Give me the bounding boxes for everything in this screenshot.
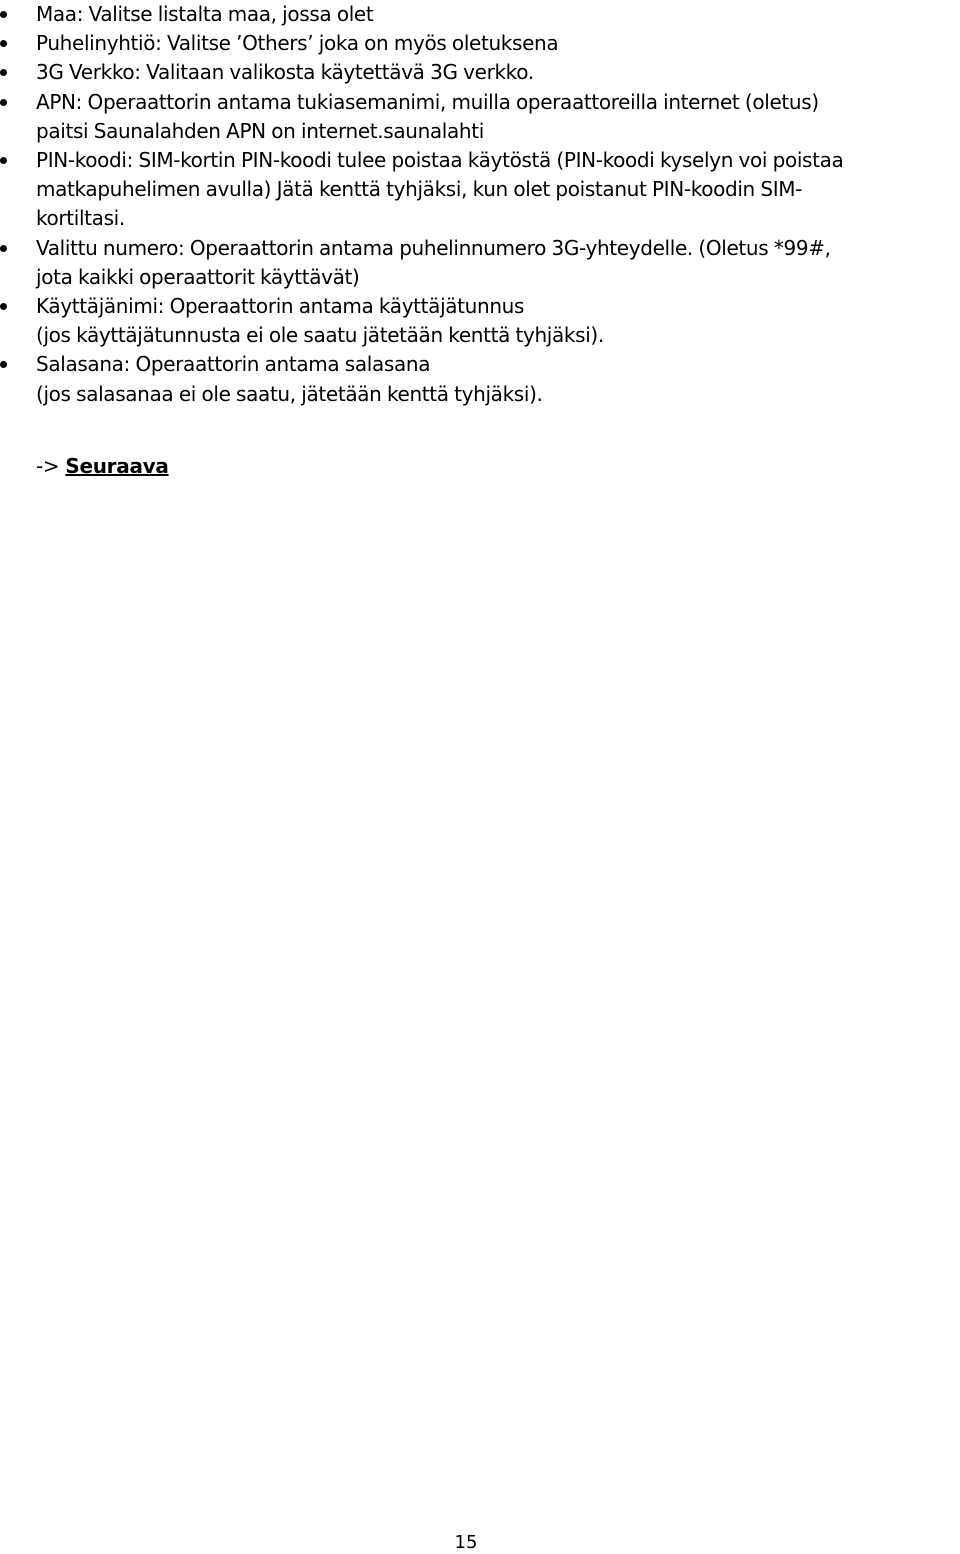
page-number: 15	[454, 1532, 478, 1553]
list-item-text: Puhelinyhtiö: Valitse ’Others’ joka on myös oletuksena	[36, 31, 559, 56]
list-item	[0, 58, 960, 87]
arrow-right-icon: ->	[36, 454, 60, 478]
bullet-icon	[0, 11, 7, 18]
list-item-text: Maa: Valitse listalta maa, jossa olet	[36, 2, 374, 26]
list-item-text: Salasana: Operaattorin antama salasana	[36, 352, 431, 377]
list-item-text: (jos salasanaa ei ole saatu, jätetään kenttä tyhjäksi).	[36, 381, 543, 406]
bullet-icon	[0, 99, 7, 106]
bullet-icon	[0, 69, 7, 76]
bullet-icon	[0, 40, 7, 47]
bullet-icon	[0, 303, 7, 310]
list-item-text: matkapuhelimen avulla) Jätä kenttä tyhjäksi, kun olet poistanut PIN-koodin SIM-	[36, 177, 803, 202]
list-item-text: paitsi Saunalahden APN on internet.saunalahti	[36, 118, 484, 143]
list-item	[0, 146, 960, 234]
list-item	[0, 234, 960, 292]
next-link-label[interactable]: Seuraava	[65, 454, 169, 478]
list-item	[0, 350, 960, 408]
list-item	[0, 292, 960, 350]
list-item-text: APN: Operaattorin antama tukiasemanimi, muilla operaattoreilla internet (oletus)	[36, 89, 819, 114]
bullet-icon	[0, 245, 7, 252]
next-link[interactable]	[36, 452, 169, 481]
list-item-text: kortiltasi.	[36, 206, 125, 231]
list-item	[0, 0, 960, 29]
list-item-text: (jos käyttäjätunnusta ei ole saatu jätetään kenttä tyhjäksi).	[36, 323, 604, 348]
list-item-text: 3G Verkko: Valitaan valikosta käytettävä 3G verkko.	[36, 60, 534, 85]
bullet-icon	[0, 157, 7, 164]
list-item-text: Käyttäjänimi: Operaattorin antama käyttäjätunnus	[36, 294, 525, 319]
list-item-text: jota kaikki operaattorit käyttävät)	[36, 264, 360, 289]
list-item	[0, 88, 960, 146]
bullet-icon	[0, 361, 7, 368]
list-item	[0, 29, 960, 58]
list-item-text: Valittu numero: Operaattorin antama puhelinnumero 3G-yhteydelle. (Oletus *99#,	[36, 235, 831, 260]
settings-instructions-list	[0, 0, 960, 409]
list-item-text: PIN-koodi: SIM-kortin PIN-koodi tulee poistaa käytöstä (PIN-koodi kyselyn voi poistaa	[36, 148, 844, 173]
